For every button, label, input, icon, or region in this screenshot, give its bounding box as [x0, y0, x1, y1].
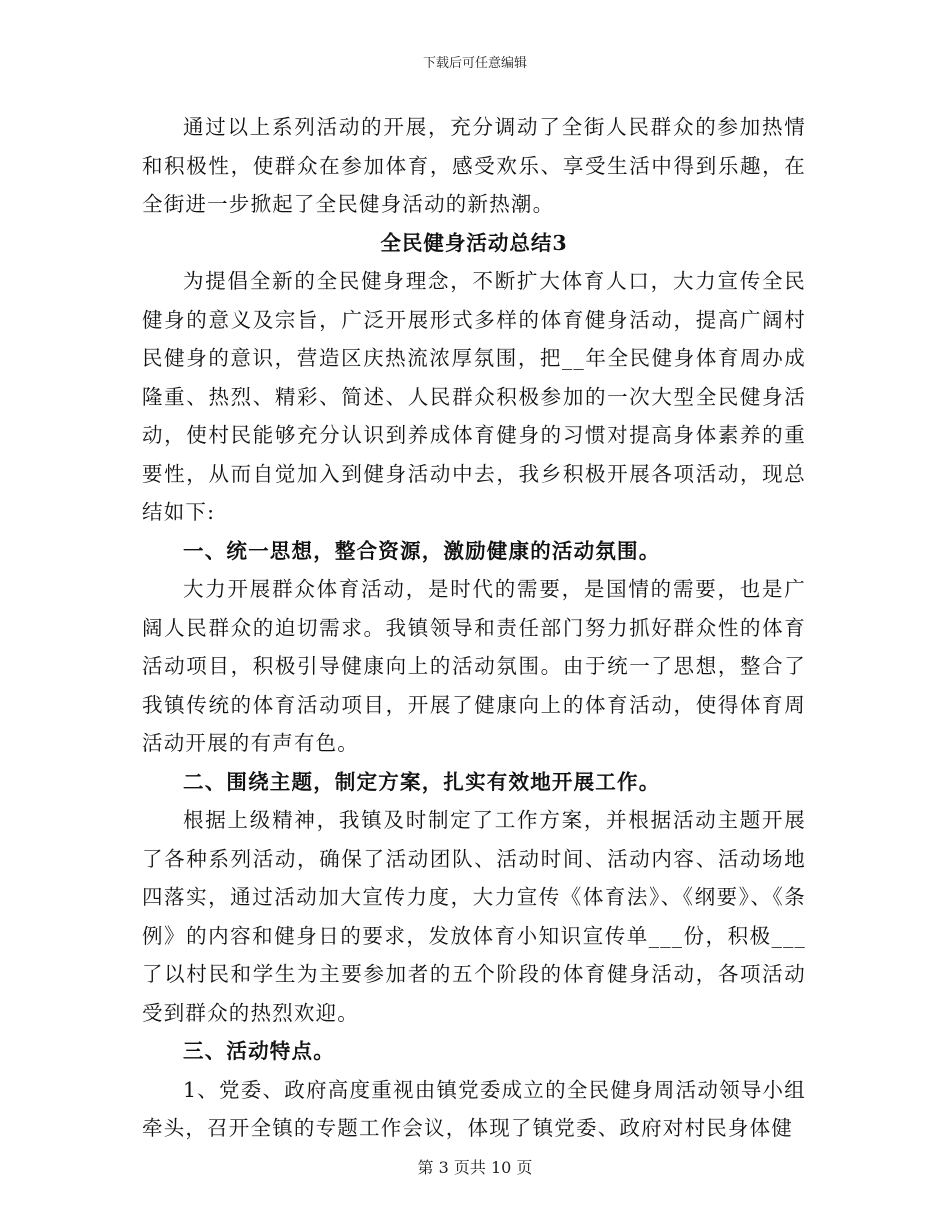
heading-2: 二、围绕主题，制定方案，扎实有效地开展工作。: [183, 769, 661, 794]
heading-1: 一、统一思想，整合资源，激励健康的活动氛围。: [183, 538, 661, 563]
heading-3: 三、活动特点。: [183, 1039, 335, 1063]
paragraph-1: 通过以上系列活动的开展，充分调动了全街人民群众的参加热情和积极性，使群众在参加体育，感受欢乐、享受生活中得到乐趣，在全街进一步掀起了全民健身活动的新热潮。: [142, 115, 806, 216]
document-body: [142, 108, 806, 1148]
paragraph-5: 1、党委、政府高度重视由镇党委成立的全民健身周活动领导小组牵头，召开全镇的专题工作会议，体现了镇党委、政府对村民身体健: [142, 1077, 806, 1140]
paragraph-4: 根据上级精神，我镇及时制定了工作方案，并根据活动主题开展了各种系列活动，确保了活动团队、活动时间、活动内容、活动场地四落实，通过活动加大宣传力度，大力宣传《体育法》、《纲要》、《条例》的内容和健身日的要求，发放体育小知识宣传单___份，积极___了以村民和学生为主要参加者的五个阶段的体育健身活动，各项活动受到群众的热烈欢迎。: [142, 808, 806, 1025]
paragraph-3: 大力开展群众体育活动，是时代的需要，是国情的需要，也是广阔人民群众的迫切需求。我镇领导和责任部门努力抓好群众性的体育活动项目，积极引导健康向上的活动氛围。由于统一了思想，整合了我镇传统的体育活动项目，开展了健康向上的体育活动，使得体育周活动开展的有声有色。: [142, 577, 806, 755]
page-footer: 第 3 页共 10 页: [417, 1158, 533, 1177]
page-header: 下载后可任意编辑: [422, 56, 527, 71]
section-title: 全民健身活动总结3: [380, 230, 568, 255]
paragraph-2: 为提倡全新的全民健身理念，不断扩大体育人口，大力宣传全民健身的意义及宗旨，广泛开展形式多样的体育健身活动，提高广阔村民健身的意识，营造区庆热流浓厚氛围，把__年全民健身体育周办成隆重、热烈、精彩、简述、人民群众积极参加的一次大型全民健身活动，使村民能够充分认识到养成体育健身的习惯对提高身体素养的重要性，从而自觉加入到健身活动中去，我乡积极开展各项活动，现总结如下:: [142, 269, 806, 524]
